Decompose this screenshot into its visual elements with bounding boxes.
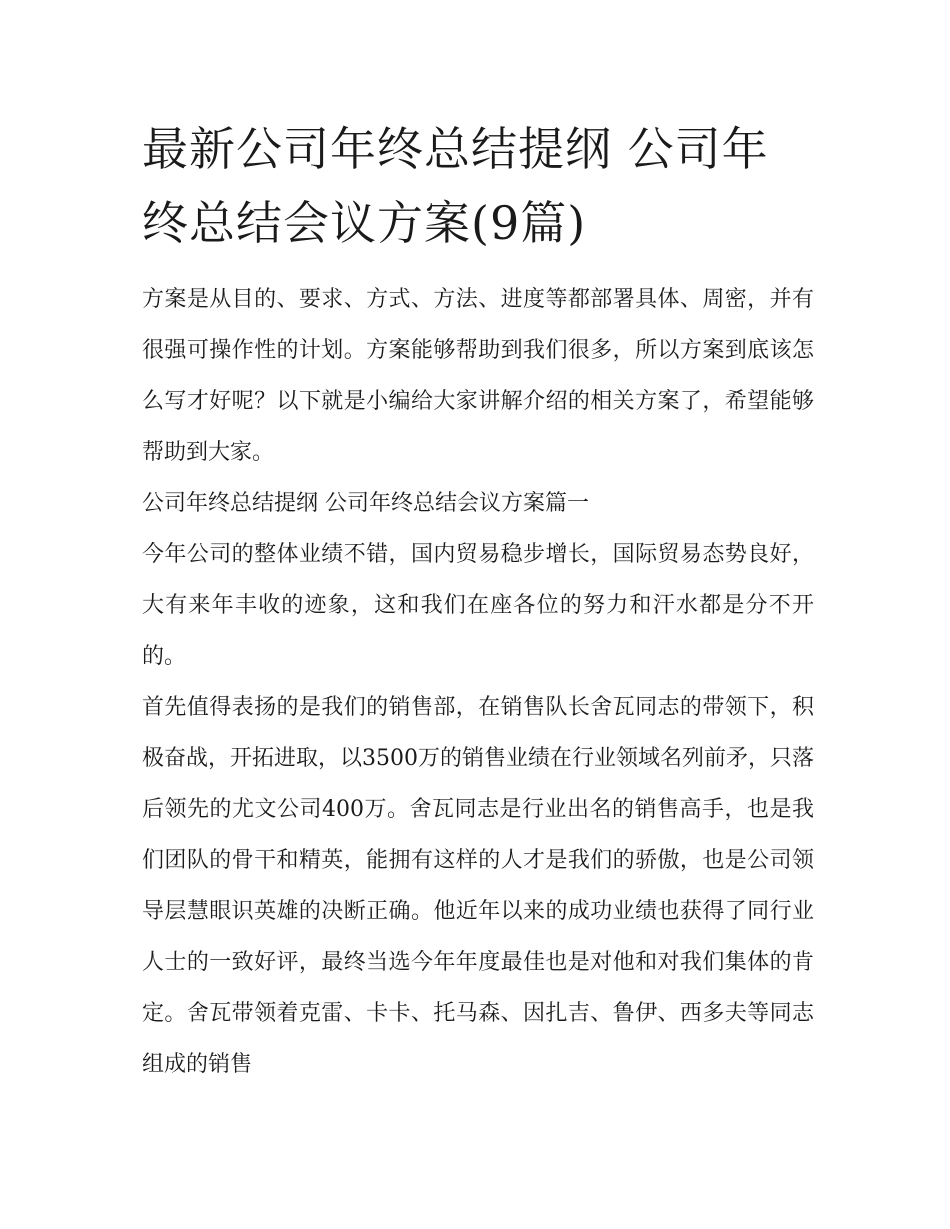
body-paragraph-1: 今年公司的整体业绩不错，国内贸易稳步增长，国际贸易态势良好，大有来年丰收的迹象，这和我们在座各位的努力和汗水都是分不开的。	[142, 542, 814, 669]
body-paragraph-2: 首先值得表扬的是我们的销售部，在销售队长舍瓦同志的带领下，积极奋战，开拓进取，以3500万的销售业绩在行业领域名列前矛，只落后领先的尤文公司400万。舍瓦同志是行业出名的销售高手，也是我们团队的骨干和精英，能拥有这样的人才是我们的骄傲，也是公司领导层慧眼识英雄的决断正确。他近年以来的成功业绩也获得了同行业人士的一致好评，最终当选今年年度最佳也是对他和对我们集体的肯定。舍瓦带领着克雷、卡卡、托马森、因扎吉、鲁伊、西多夫等同志组成的销售	[142, 695, 814, 1077]
intro-paragraph: 方案是从目的、要求、方式、方法、进度等都部署具体、周密，并有很强可操作性的计划。方案能够帮助到我们很多，所以方案到底该怎么写才好呢？以下就是小编给大家讲解介绍的相关方案了，希望能够帮助到大家。	[142, 287, 814, 465]
section-heading: 公司年终总结提纲 公司年终总结会议方案篇一	[142, 491, 589, 516]
document-page	[142, 112, 814, 1090]
document-title: 最新公司年终总结提纲 公司年终总结会议方案(9篇)	[142, 122, 769, 250]
